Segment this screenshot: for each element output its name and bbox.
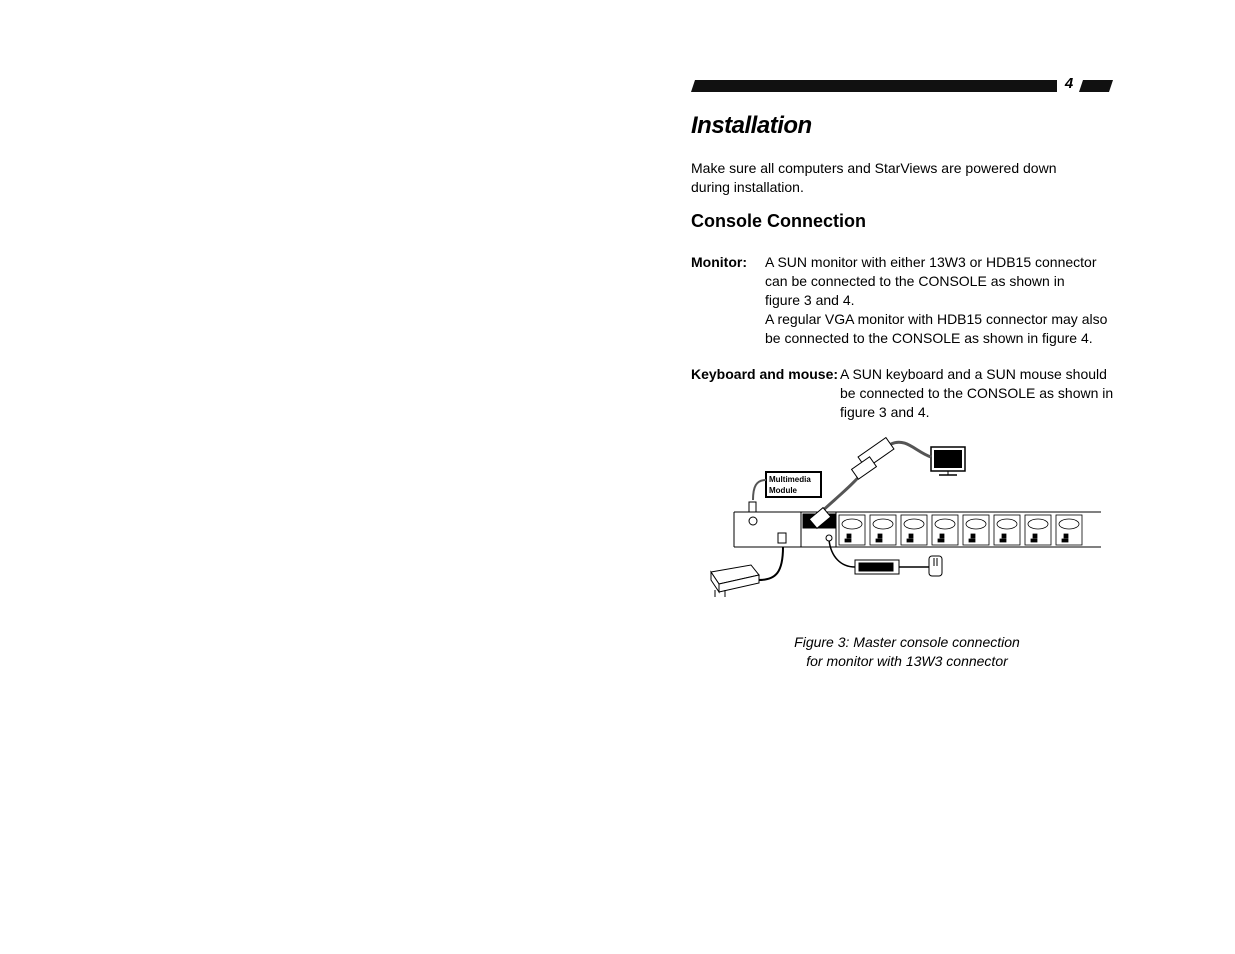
caption-line: for monitor with 13W3 connector bbox=[806, 653, 1008, 669]
intro-line: Make sure all computers and StarViews are powered down bbox=[691, 160, 1057, 176]
description-line: figure 3 and 4. bbox=[840, 404, 930, 420]
description-line: A SUN monitor with either 13W3 or HDB15 connector bbox=[765, 254, 1097, 270]
keyboard-mouse-term: Keyboard and mouse: bbox=[691, 366, 839, 382]
power-adapter-icon bbox=[711, 565, 759, 597]
description-line: A SUN keyboard and a SUN mouse should bbox=[840, 366, 1107, 382]
description-line: A regular VGA monitor with HDB15 connector may also bbox=[765, 311, 1108, 327]
module-label-line-2: Module bbox=[769, 486, 797, 495]
monitor-description bbox=[765, 253, 1107, 348]
intro-line: during installation. bbox=[691, 179, 804, 195]
monitor-term: Monitor: bbox=[691, 254, 747, 270]
description-line: be connected to the CONSOLE as shown in bbox=[840, 385, 1114, 401]
caption-line: Figure 3: Master console connection bbox=[794, 634, 1020, 650]
port-groups bbox=[839, 515, 1082, 545]
page-title: Installation bbox=[691, 112, 812, 139]
module-label-line-1: Multimedia bbox=[769, 475, 811, 484]
description-line: be connected to the CONSOLE as shown in figure 4. bbox=[765, 330, 1093, 346]
connection-diagram bbox=[691, 432, 1101, 607]
description-line: figure 3 and 4. bbox=[765, 292, 855, 308]
figure-caption bbox=[760, 633, 1054, 671]
multimedia-module bbox=[766, 472, 821, 497]
monitor-icon bbox=[931, 447, 965, 475]
page-number: 4 bbox=[1064, 75, 1074, 92]
mouse-icon bbox=[929, 556, 942, 576]
audio-jack-icon bbox=[749, 517, 757, 525]
kvm-switch-unit bbox=[734, 512, 1101, 547]
power-cable bbox=[759, 547, 783, 580]
description-line: can be connected to the CONSOLE as shown in bbox=[765, 273, 1065, 289]
keyboard-mouse-description bbox=[840, 365, 1113, 422]
section-heading: Console Connection bbox=[691, 211, 866, 231]
keyboard-icon bbox=[855, 560, 899, 574]
page-header-bar bbox=[691, 78, 1113, 94]
intro-paragraph bbox=[691, 159, 1071, 197]
module-cable bbox=[753, 480, 766, 500]
